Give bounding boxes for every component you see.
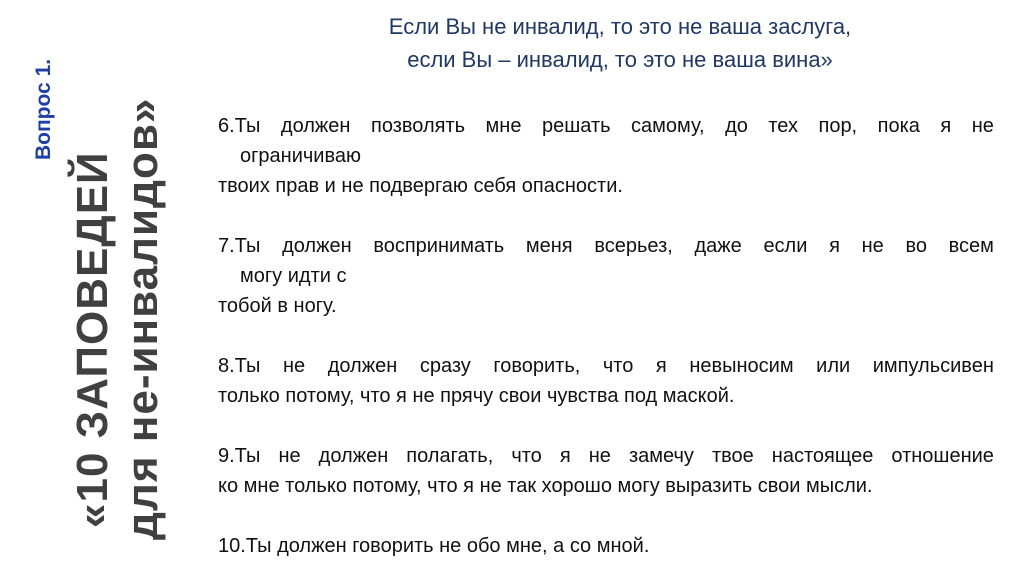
spacer — [218, 411, 994, 441]
word: что — [511, 445, 542, 467]
motto-line-2: если Вы – инвалид, то это не ваша вина» — [407, 47, 833, 72]
motto — [300, 10, 940, 76]
word: до — [725, 115, 748, 137]
word: не — [588, 445, 611, 467]
commandment-8-line-2: только потому, что я не прячу свои чувства под маской. — [218, 385, 735, 407]
word: решать — [541, 115, 611, 137]
commandment-7 — [218, 231, 994, 321]
commandment-8-line-1 — [218, 351, 994, 381]
word: не — [861, 235, 884, 257]
motto-line-1: Если Вы не инвалид, то это не ваша заслуга, — [388, 14, 852, 39]
commandment-9-line-1 — [218, 441, 994, 471]
word: даже — [694, 235, 742, 257]
word: 7.Ты — [218, 235, 261, 257]
word: мне — [485, 115, 522, 137]
word: меня — [525, 235, 573, 257]
commandment-7-line-2: могу идти с — [240, 265, 347, 287]
word: пор, — [818, 115, 858, 137]
word: отношение — [891, 445, 994, 467]
word: 8.Ты — [218, 355, 261, 377]
word: если — [763, 235, 808, 257]
word: говорить, — [493, 355, 581, 377]
word: полагать, — [406, 445, 494, 467]
commandment-6-line-1 — [218, 111, 994, 141]
commandment-10 — [218, 531, 994, 561]
word: 9.Ты — [218, 445, 261, 467]
word: твое — [711, 445, 754, 467]
word: пока — [877, 115, 920, 137]
commandment-10-line-1: 10.Ты должен говорить не обо мне, а со мной. — [218, 535, 650, 557]
word: позволять — [370, 115, 466, 137]
commandment-8 — [218, 351, 994, 411]
word: замечу — [628, 445, 694, 467]
word: сразу — [419, 355, 471, 377]
word: воспринимать — [373, 235, 505, 257]
word: невыносим — [689, 355, 794, 377]
word: не — [971, 115, 994, 137]
vertical-title-line-1: «10 ЗАПОВЕДЕЙ — [68, 151, 117, 528]
commandment-6-line-3: твоих прав и не подвергаю себя опасности. — [218, 175, 623, 197]
commandments-list — [218, 111, 994, 561]
word: всерьез, — [594, 235, 673, 257]
vertical-title-line-2: для не-инвалидов» — [118, 97, 167, 540]
word: я — [829, 235, 840, 257]
word: всем — [948, 235, 994, 257]
word: импульсивен — [872, 355, 994, 377]
word: во — [905, 235, 927, 257]
commandment-9 — [218, 441, 994, 501]
spacer — [218, 321, 994, 351]
word: 6.Ты — [218, 115, 261, 137]
spacer — [218, 201, 994, 231]
question-label: Вопрос 1. — [32, 58, 55, 160]
commandment-6-line-2: ограничиваю — [240, 145, 361, 167]
word: я — [655, 355, 667, 377]
commandment-6 — [218, 111, 994, 201]
word: самому, — [631, 115, 705, 137]
word: что — [602, 355, 634, 377]
word: не — [282, 355, 306, 377]
word: тех — [768, 115, 798, 137]
word: я — [559, 445, 571, 467]
word: настоящее — [771, 445, 874, 467]
word: должен — [280, 115, 351, 137]
spacer — [218, 501, 994, 531]
commandment-7-line-3: тобой в ногу. — [218, 295, 337, 317]
word: должен — [282, 235, 352, 257]
word: или — [816, 355, 851, 377]
commandment-7-line-1 — [218, 231, 994, 261]
word: не — [278, 445, 301, 467]
commandment-9-line-2: ко мне только потому, что я не так хорошо могу выразить свои мысли. — [218, 475, 873, 497]
word: должен — [327, 355, 398, 377]
word: я — [940, 115, 952, 137]
word: должен — [318, 445, 389, 467]
